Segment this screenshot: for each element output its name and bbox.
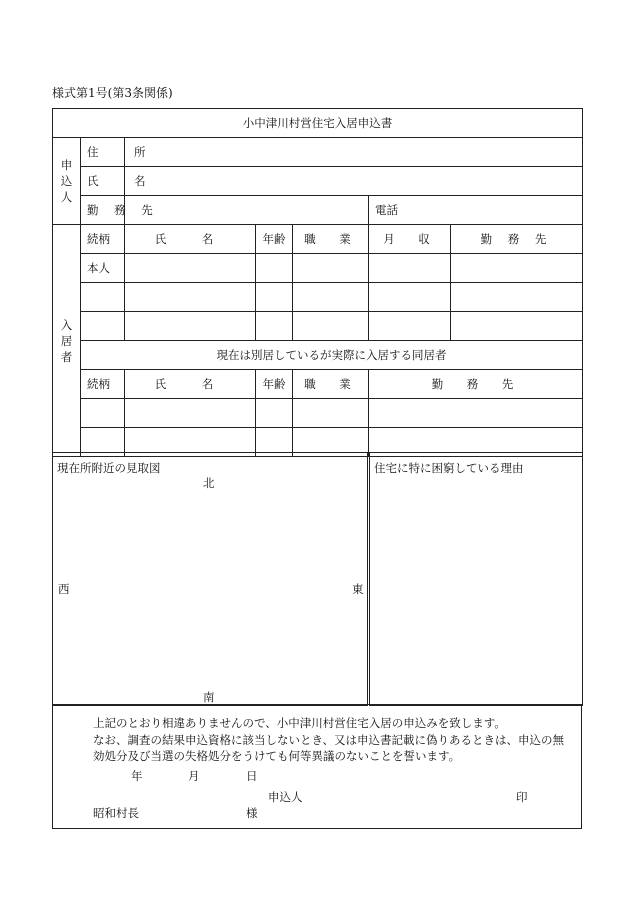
table-row (53, 312, 583, 341)
cell[interactable] (293, 254, 369, 283)
cell[interactable] (256, 399, 293, 428)
cell[interactable] (125, 399, 256, 428)
form-id: 様式第1号(第3条関係) (52, 86, 173, 100)
south-label: 南 (203, 690, 215, 704)
table-row (53, 283, 583, 312)
table-row (53, 254, 583, 283)
sep-header-occupation: 職 業 (293, 370, 369, 399)
cell[interactable] (256, 312, 293, 341)
name-field[interactable] (125, 167, 583, 196)
date-day-label: 日 (246, 769, 258, 783)
map-title: 現在所附近の見取図 (57, 461, 161, 475)
sep-header-name: 氏 名 (125, 370, 256, 399)
cell[interactable] (451, 283, 583, 312)
reason-title: 住宅に特に困窮している理由 (374, 461, 524, 475)
name-label: 氏 名 (81, 167, 125, 196)
cell[interactable] (125, 254, 256, 283)
residents-group-label: 入 居 者 (53, 225, 81, 457)
separate-residents-title: 現在は別居しているが実際に入居する同居者 (81, 341, 583, 370)
header-occupation: 職 業 (293, 225, 369, 254)
workplace-field[interactable] (125, 196, 369, 225)
west-label: 西 (58, 582, 70, 596)
honorific-label: 様 (246, 806, 258, 820)
address-label: 住 所 (81, 138, 125, 167)
cell[interactable] (81, 283, 125, 312)
cell[interactable] (369, 312, 451, 341)
seal-label: 印 (516, 790, 528, 804)
cell[interactable] (293, 283, 369, 312)
cell[interactable] (369, 399, 583, 428)
header-name: 氏 名 (125, 225, 256, 254)
header-workplace: 勤 務 先 (451, 225, 583, 254)
header-relation: 続柄 (81, 225, 125, 254)
declaration-line-2: なお、調査の結果申込資格に該当しないとき、又は申込書記載に偽りあるときは、申込の無 (93, 733, 565, 747)
address-field[interactable] (125, 138, 583, 167)
sep-header-relation: 続柄 (81, 370, 125, 399)
workplace-label: 勤 務 先 (81, 196, 125, 225)
reason-box[interactable] (369, 452, 583, 706)
declaration-line-1: 上記のとおり相違ありませんので、小中津川村営住宅入居の申込みを致します。 (93, 716, 506, 730)
declaration-line-3: 効処分及び当選の失格処分をうけても何等異議のないことを誓います。 (93, 749, 461, 763)
date-month-label: 月 (188, 769, 200, 783)
cell[interactable] (81, 399, 125, 428)
cell[interactable] (125, 312, 256, 341)
east-label: 東 (352, 582, 364, 596)
cell[interactable] (451, 312, 583, 341)
application-table (52, 108, 583, 457)
cell[interactable] (369, 283, 451, 312)
map-box[interactable] (52, 452, 368, 706)
cell[interactable] (293, 312, 369, 341)
phone-field[interactable] (369, 196, 583, 225)
form-title: 小中津川村営住宅入居申込書 (53, 109, 583, 138)
self-label: 本人 (81, 254, 125, 283)
cell[interactable] (256, 254, 293, 283)
phone-label: 電話 (375, 203, 398, 217)
cell[interactable] (256, 283, 293, 312)
sep-header-age: 年齢 (256, 370, 293, 399)
cell[interactable] (81, 312, 125, 341)
cell[interactable] (125, 283, 256, 312)
cell[interactable] (451, 254, 583, 283)
north-label: 北 (203, 476, 215, 490)
table-row (53, 399, 583, 428)
applicant-sign-label: 申込人 (268, 790, 303, 804)
header-income: 月 収 (369, 225, 451, 254)
sep-header-workplace: 勤 務 先 (369, 370, 583, 399)
applicant-group-label: 申 込 人 (53, 138, 81, 225)
cell[interactable] (293, 399, 369, 428)
declaration-box (52, 704, 582, 829)
cell[interactable] (369, 254, 451, 283)
header-age: 年齢 (256, 225, 293, 254)
date-year-label: 年 (131, 769, 143, 783)
addressee-label: 昭和村長 (93, 806, 139, 820)
